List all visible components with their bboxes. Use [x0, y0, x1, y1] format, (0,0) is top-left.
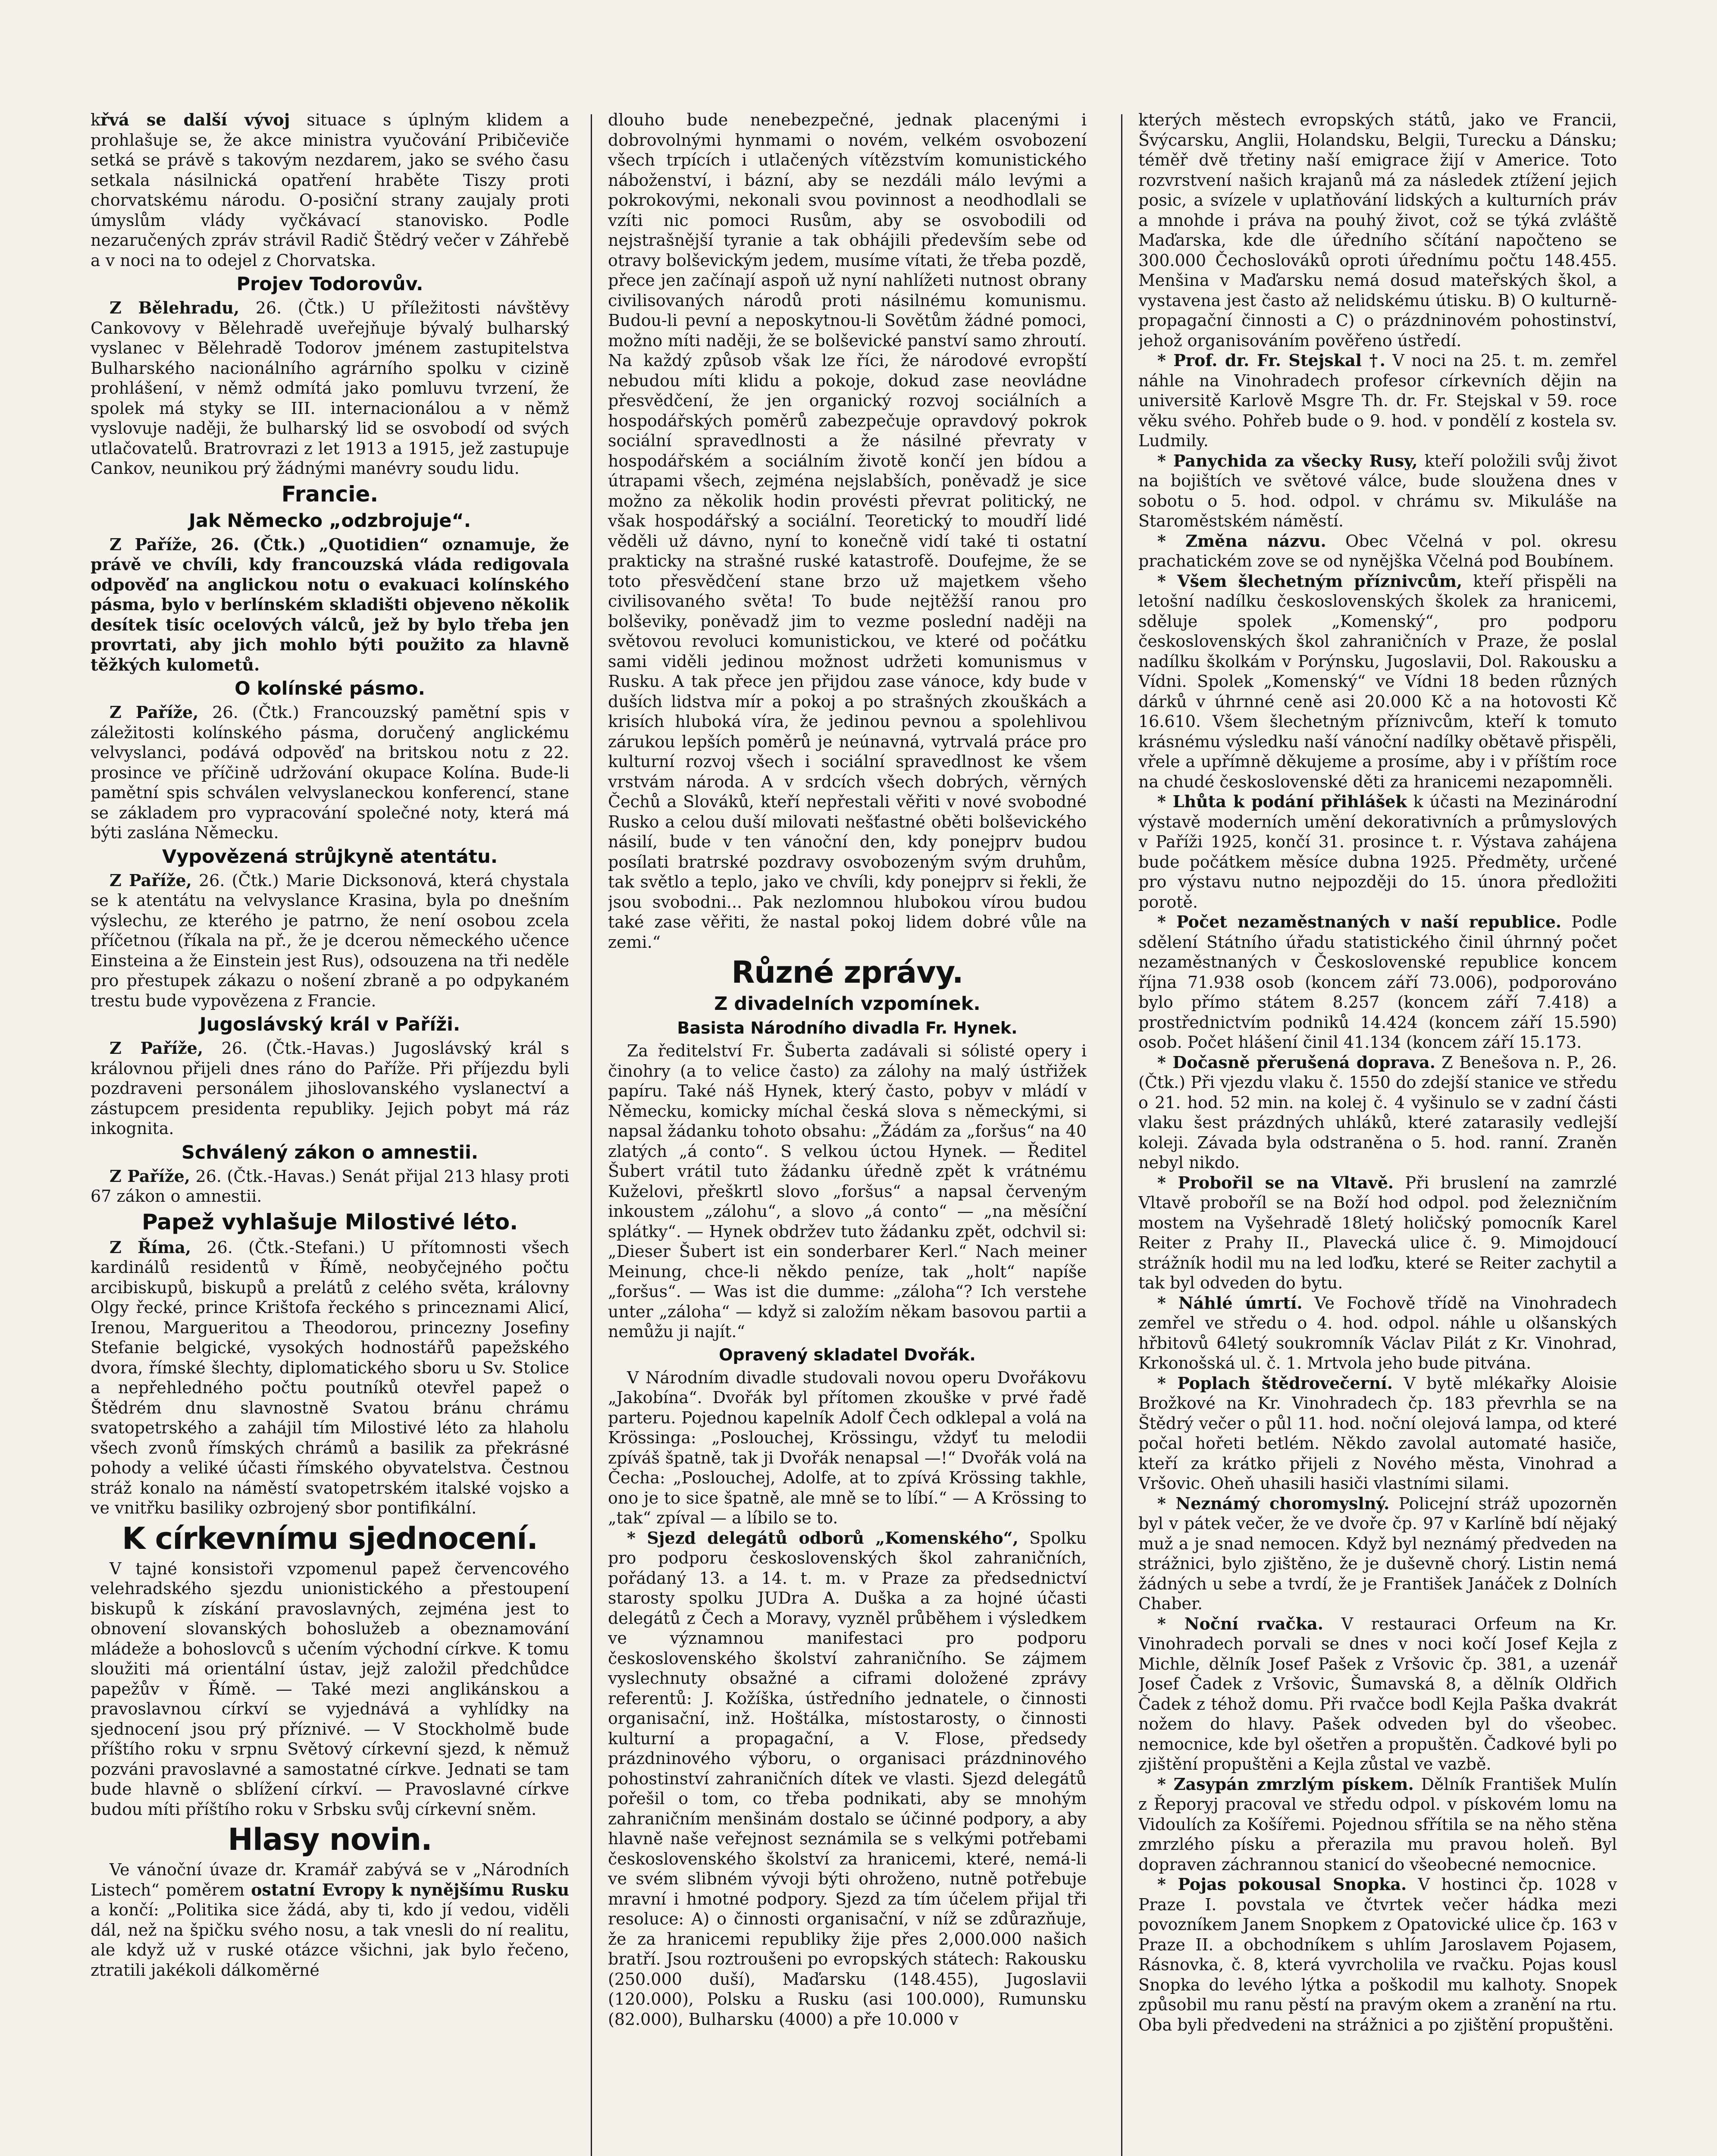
- article-paragraph: * Dočasně přerušená doprava. Z Benešova n. P., 26. (Čtk.) Při vjezdu vlaku č. 1550 do zdejší stanice ve středu o 21. hod. 52 min. na kolej č. 4 vyšinulo se v zadní části vlaku šest prázdných uhláků, které zatarasily vedlejší koleji. Závada byla odstraněna o 5. hod. ranní. Zraněn nebyl nikdo.: [1138, 1052, 1617, 1172]
- article-paragraph: Za ředitelství Fr. Šuberta zadávali si sólisté opery i činohry (a to velice často) za zálohy na malý ústřižek papíru. Také náš Hynek, který často, pobyv v mládí v Německu, komicky míchal česká slova s německými, si napsal žádanku tohoto obsahu: „Žádám za „foršus“ na 40 zlatých „á conto“. S velkou úctou Hynek. — Ředitel Šubert vrátil tuto žádanku úředně zpět k vrátnému Kuželovi, přeškrtl slovo „foršus“ a napsal červeným inkoustem „zálohu“, a slovo „á conto“ — „na měsíční splátky“. — Hynek obdržev tuto žádanku zpět, odchvil si: „Dieser Šubert ist ein sonderbarer Kerl.“ Nach meiner Meinung, chce-li někdo peníze, tak „holt“ napíše „foršus“. — Was ist die dumme: „záloha“? Ich verstehe unter „záloha“ — když si založím někam basovou partii a nemůžu ji najít.“: [608, 1041, 1087, 1341]
- article-paragraph: * Náhlé úmrtí. Ve Fochově třídě na Vinohradech zemřel ve středu o 4. hod. odpol. náhle u olšanských hřbitovů 64letý soukromník Václav Pilát z Kr. Vinohrad, Krkonošská ul. č. 1. Mrtvola jeho bude pitvána.: [1138, 1293, 1617, 1373]
- article-paragraph: Z Paříže, 26. (Čtk.-Havas.) Senát přijal 213 hlasy proti 67 zákon o amnestii.: [91, 1166, 569, 1206]
- section-heading: Různé zprávy.: [731, 955, 963, 990]
- article-subheading: Projev Todorovův.: [236, 273, 423, 295]
- article-paragraph: * Probořil se na Vltavě. Při bruslení na zamrzlé Vltavě proboříl se na Boží hod odpol. pod železničním mostem na Vyšehradě 18letý holičský pomocník Karel Reiter z Prahy II., Plavecká ulice č. 9. Mimojdoucí strážník hodil mu na led loďku, které se Reiter zachytil a tak byl odveden do bytu.: [1138, 1172, 1617, 1292]
- article-subheading: Vypovězená strůjkyně atentátu.: [162, 846, 498, 868]
- article-paragraph: V tajné konsistoři vzpomenul papež červencového velehradského sjezdu unionistického a přestoupení biskupů k získání pravoslavných, zejména jest to obnovení slovanských bohoslužeb a obeznamování mládeže a bohoslovců s učením východní církve. K tomu sloužiti má orientální ústav, jejž založil předchůdce papežův v Římě. — Také mezi anglikánskou a pravoslavnou církví se vyjednává a vyhlídky na sjednocení jsou prý příznivé. — V Stockholmě bude příštího roku v srpnu Světový církevní sjezd, k němuž pozváni pravoslavné a samostatné církve. Jednati se tam bude hlavně o sblížení církví. — Pravoslavné církve budou míti příštího roku v Srbsku svůj církevní sněm.: [91, 1559, 569, 1819]
- article-paragraph: * Panychida za všecky Rusy, kteří položili svůj život na bojištích ve světové válce, bude sloužena dnes v sobotu o 5. hod. odpol. v chrámu sv. Mikuláše na Staroměstském náměstí.: [1138, 451, 1617, 530]
- column-1: [91, 110, 569, 2156]
- article-subheading: Basista Národního divadla Fr. Hynek.: [677, 1018, 1018, 1037]
- article-heading: Francie.: [281, 481, 379, 507]
- article-paragraph: * Lhůta k podání přihlášek k účasti na Mezinárodní výstavě moderních umění dekorativních a průmyslových v Paříži 1925, končí 31. prosince t. r. Výstava zahájena bude počátkem měsíce dubna 1925. Předměty, určené pro výstavu nutno nejpozději do 15. února předložiti porotě.: [1138, 792, 1617, 912]
- article-paragraph: * Zasypán zmrzlým pískem. Dělník František Mulín z Řeporyj pracoval ve středu odpol. v pískovém lomu na Vidoulích za Košířemi. Pojednou sfřítila se na něho stěna zmrzlého písku a přerazila mu pravou holeň. Byl dopraven záchrannou stanicí do všeobecné nemocnice.: [1138, 1774, 1617, 1874]
- article-paragraph: * Pojas pokousal Snopka. V hostinci čp. 1028 v Praze I. povstala ve čtvrtek večer hádka mezi povozníkem Janem Snopkem z Opatovické ulice čp. 163 v Praze II. a obchodníkem s uhlím Jaroslavem Pojasem, Rásnovka, č. 8, která vyvrcholila ve rvačku. Pojas kousl Snopka do levého lýtka a poškodil mu kalhoty. Snopek způsobil mu ranu pěstí na pravým okem a zranění na rtu. Oba byli předvedeni na strážnici a po zjištění propuštěni.: [1138, 1874, 1617, 2034]
- article-paragraph: * Sjezd delegátů odborů „Komenského“, Spolku pro podporu československých škol zahraničních, pořádaný 13. a 14. t. m. v Praze za předsednictví starosty spolku JUDra A. Duška a za hojné účasti delegátů z Čech a Moravy, vyzněl průběhem i výsledkem ve významnou manifestaci pro podporu československého školství zahraničního. Se zájmem vyslechnuty obsažné a ciframi doložené zprávy referentů: J. Kožíška, ústředního jednatele, o činnosti organisační, inž. Hoštálka, místostarosty, o činnosti kulturní a propagační, a V. Flose, předsedy prázdninového výboru, o organisaci prázdninového pohostinství zahraničních dítek ve vlasti. Sjezd delegátů pořešil o tom, co třeba podnikati, aby se mnohým zahraničním menšinám dostalo se účinné podpory, a aby hlavně naše veřejnost seznámila se s velkými potřebami československého školství za hranicemi, které, nemá-li ve svém slibném vývoji býti ohroženo, nutně potřebuje mravní i hmotné podpory. Sjezd za tím účelem přijal tři resoluce: A) o činnosti organisační, v níž se zdůrazňuje, že za hranicemi republiky žije přes 2,000.000 našich bratří. Jsou roztroušeni po evropských státech: Rakousku (250.000 duší), Maďarsku (148.455), Jugoslavii (120.000), Polsku a Rusku (asi 100.000), Rumunsku (82.000), Bulharsku (4000) a pře 10.000 v: [608, 1528, 1087, 2029]
- article-paragraph: Z Paříže, 26. (Čtk.-Havas.) Jugoslávský král s královnou přijeli dnes ráno do Paříže. Při příjezdu byli pozdraveni personálem jihoslovanského vyslanectví a zástupcem presidenta republiky. Jejich pobyt má ráz inkognita.: [91, 1038, 569, 1138]
- article-paragraph: Z Paříže, 26. (Čtk.) „Quotidien“ oznamuje, že právě ve chvíli, kdy francouzská vláda redigovala odpověď na anglickou notu o evakuaci kolínského pásma, bylo v berlínském skladišti objeveno několik desítek tisíc ocelových válců, jež by bylo třeba jen provrtati, aby jich mohlo býti použito za hlavně těžkých kulometů.: [91, 534, 569, 674]
- article-subheading: Opravený skladatel Dvořák.: [719, 1345, 976, 1364]
- article-subheading: Schválený zákon o amnestii.: [181, 1141, 479, 1163]
- article-paragraph: Z Říma, 26. (Čtk.-Stefani.) U přítomnosti všech kardinálů residentů v Římě, neobyčejného počtu arcibiskupů, biskupů a prelátů z celého světa, královny Olgy řecké, prince Krištofa řeckého s princeznami Alicí, Irenou, Margueritou a Theodorou, princezny Josefiny Stefanie belgické, vysokých hodnostářů papežského dvora, římské šlechty, diplomatického sboru u Sv. Stolice a nepřehledného počtu poutníků otevřel papež o Štědrém dnu slavnostně Svatou bránu chrámu svatopetrského a zahájil tím Milostivé léto za hlaholu všech zvonů římských chrámů a basilik za překrásné pohody a veliké účasti římského obyvatelstva. Čestnou stráž konalo na náměstí svatopetrském italské vojsko a ve vnitřku basiliky ozbrojený sbor pontifikální.: [91, 1237, 569, 1517]
- article-paragraph: Ve vánoční úvaze dr. Kramář zabývá se v „Národních Listech“ poměrem ostatní Evropy k nynějšímu Rusku a končí: „Politika sice žádá, aby ti, kdo jí vedou, viděli dál, než na špičku svého nosu, a tak vnesli do ní realitu, ale když už v ruské otázce všichni, jak bylo řečeno, ztratili jakékoli dálkoměrné: [91, 1860, 569, 1980]
- article-paragraph: dlouho bude nenebezpečné, jednak placenými i dobrovolnými hynmami o novém, velkém osvobození všech trpících i utlačených vítězstvím komunistického náboženství, i bázní, aby se nezdáli málo levými a pokrokovými, nekonali svou povinnost a neodhodlali se vzíti nic pomoci Rusům, aby se osvobodili od nejstrašnější tyranie a tak obhájili především sebe od otravy bolševickým jedem, musíme vítati, že třeba pozdě, přece jen začínají aspoň už nyní nahlížeti nutnost obrany civilisovaných národů proti násilnému komunismu. Budou-li pevní a neposkytnou-li Sovětům žádné pomoci, možno míti naději, že se bolševické panství samo zhroutí. Na každý způsob však lze říci, že národové evropští nebudou míti klidu a pokoje, dokud zase neovládne přesvědčení, že jen organický rozvoj sociálních a hospodářských poměrů zabezpečuje opravdový pokrok sociální spravedlnosti a že násilné převraty v hospodářském a sociálním životě končí jen bídou a útrapami všech, zejména nejslabších, poněvadž je sice možno za několik hodin provésti převrat politický, ne však hospodářský a sociální. Teoretický to moudří lidé věděli už dávno, nyní to konečně vidí také ti ostatní prakticky na strašné ruské katastrofě. Doufejme, že se toto přesvědčení stane brzo už majetkem všeho civilisovaného světa! To bude nejtěžší ranou pro bolševiky, poněvadž jim to vezme poslední naději na světovou revoluci komunistickou, ve které od počátku sami viděli jedinou možnost udržeti komunismus v Rusku. A tak přece jen přijdou zase vánoce, kdy bude v duších lidstva mír a pokoj a po strašných zkouškách a krisích hluboká víra, že jedinou pevnou a spolehlivou zárukou lepších poměrů je neúnavná, vytrvalá práce pro kulturní rozvoj všech i sociální spravedlnost ke všem vrstvám národa. A v srdcích všech dobrých, věrných Čechů a Slováků, kteří nepřestali věřiti v nové svobodné Rusko a celou duší milovati nešťastné oběti bolševického násilí, bude v ten vánoční den, kdy ponejprv budou posílati bratrské pozdravy osvobozeným svým druhům, tak světlo a teplo, jako ve chvíli, kdy ponejprv si řekli, že jsou svobodni... Pak nezlomnou hlubokou vírou budou také zase věřiti, že nastal pokoj lidem dobré vůle na zemi.“: [608, 110, 1087, 952]
- article-subheading: Z divadelních vzpomínek.: [714, 993, 981, 1015]
- article-paragraph: * Poplach štědrovečerní. V bytě mlékařky Aloisie Brožkové na Kr. Vinohradech čp. 183 převrhla se na Štědrý večer o půl 11. hod. noční olejová lampa, od které počal hořeti betlém. Někdo zavolal automaté hasiče, kteří za krátko přijeli z Nového města, Vinohrad a Vršovic. Oheň uhasili hasiči vlastními silami.: [1138, 1373, 1617, 1493]
- article-heading: Papež vyhlašuje Milostivé léto.: [141, 1209, 518, 1235]
- article-paragraph: V Národním divadle studovali novou operu Dvořákovu „Jakobína“. Dvořák byl přítomen zkouške v prvé řadě parteru. Pojednou kapelník Adolf Čech odklepal a volá na Krössinga: „Poslouchej, Krössingu, vždyť tu melodii zpíváš špatně, tak ji Dvořák nenapsal —!“ Dvořák volá na Čecha: „Poslouchej, Adolfe, at to zpívá Krössing takhle, ono je to sice špatně, ale mně se to líbí.“ — A Krössing to „tak“ zpíval — a líbilo se to.: [608, 1368, 1087, 1527]
- article-subheading: O kolínské pásmo.: [235, 678, 425, 699]
- article-paragraph: křvá se další vývoj situace s úplným klidem a prohlašuje se, že akce ministra vyučování Pribičeviče setká se právě s takovým nezdarem, jako se svého času setkala násilnická opatření hraběte Tiszy proti chorvatskému národu. O-posiční strany zaujaly proti úmyslům vlády vyčkávací stanovisko. Podle nezaručených zpráv strávil Radič Štědrý večer v Záhřebě a v noci na to odejel z Chorvatska.: [91, 110, 569, 270]
- column-2: [608, 110, 1087, 2156]
- column-rule: [591, 114, 592, 2156]
- column-3: [1138, 110, 1617, 2156]
- section-heading: K církevnímu sjednocení.: [122, 1520, 538, 1556]
- article-paragraph: * Noční rvačka. V restauraci Orfeum na Kr. Vinohradech porvali se dnes v noci kočí Josef Kejla z Michle, dělník Josef Pašek z Vršovic čp. 381, a uzenář Josef Čadek z Vršovic, Šumavská 8, a dělník Oldřich Čadek z téhož domu. Při rvačce bodl Kejla Paška dvakrát nožem do hlavy. Pašek odveden byl do všeobec. nemocnice, kde byl ošetřen a propuštěn. Čadkové byli po zjištění propuštěni a Kejla zůstal ve vazbě.: [1138, 1614, 1617, 1774]
- article-paragraph: Z Paříže, 26. (Čtk.) Marie Dicksonová, která chystala se k atentátu na velvyslance Krasina, byla po dnešním výslechu, ze kterého je patrno, že není osobou zcela příčetnou (říkala na př., že je dcerou německého učence Einsteina a že Einstein jest Rus), odsouzena na tři neděle pro přestupek zákazu o nošení zbraně a po odpykaném trestu bude vypovězena z Francie.: [91, 870, 569, 1010]
- article-paragraph: kterých městech evropských států, jako ve Francii, Švýcarsku, Anglii, Holandsku, Belgii, Turecku a Dánsku; téměř dvě třetiny naší emigrace žijí v Americe. Toto rozvrstvení našich krajanů má za následek ztížení jejich posic, a svízele v uplatňování lidských a kulturních práv a mnohde i práva na pouhý život, což se týká zvláště Maďarska, kde dle úředního sčítání napočteno se 300.000 Čechoslováků oproti úřednímu počtu 148.455. Menšina v Maďarsku nemá dosud mateřských škol, a vystavena jest často až nelidskému útisku. B) O kulturně-propagační činnosti a C) o prázdninovém pohostinství, jehož organisováním pověřeno ústředí.: [1138, 110, 1617, 350]
- section-heading: Hlasy novin.: [228, 1822, 432, 1857]
- article-paragraph: * Prof. dr. Fr. Stejskal †. V noci na 25. t. m. zemřel náhle na Vinohradech profesor církevních dějin na universitě Karlově Msgre Th. dr. Fr. Stejskal v 59. roce věku svého. Pohřeb bude o 9. hod. v pondělí z kostela sv. Ludmily.: [1138, 351, 1617, 450]
- article-paragraph: * Všem šlechetným příznivcům, kteří přispěli na letošní nadílku československých školek za hranicemi, sděluje spolek „Komenský“, pro podporu československých škol zahraničních v Praze, že poslal nadílku školkám v Porýnsku, Jugoslavii, Dol. Rakousku a Vídni. Spolek „Komenský“ ve Vídni 18 beden různých dárků v úhrnné ceně asi 20.000 Kč a na hotovosti Kč 16.610. Všem šlechetným příznivcům, kteří k tomuto krásnému výsledku naší vánoční nadílky obětavě přispěli, vřele a upřímně děkujeme a prosíme, aby i v příštím roce na chudé československé děti za hranicemi nezapomněli.: [1138, 571, 1617, 791]
- article-paragraph: Z Bělehradu, 26. (Čtk.) U příležitosti návštěvy Cankovovy v Bělehradě uveřejňuje bývalý bulharský vyslanec v Bělehradě Todorov jménem zastupitelstva Bulharského nacionálního agrárního spolku v cizině prohlášení, v němž odmítá jako pomluvu tvrzení, že spolek má styky se III. internacionálou a v němž vyslovuje naději, že bulharský lid se osvobodí od svých utlačovatelů. Bratrovrazi z let 1913 a 1915, jež zastupuje Cankov, neunikou prý žádnými manévry soudu lidu.: [91, 298, 569, 478]
- article-paragraph: Z Paříže, 26. (Čtk.) Francouzský pamětní spis v záležitosti kolínského pásma, doručený anglickému velvyslanci, podává odpověď na britskou notu z 22. prosince ve příčině udržování okupace Kolína. Bude-li pamětní spis schválen velvyslaneckou konferencí, stane se základem pro vypracování společné noty, která má býti zaslána Německu.: [91, 702, 569, 842]
- article-paragraph: * Počet nezaměstnaných v naší republice. Podle sdělení Státního úřadu statistického činil úhrnný počet nezaměstnaných v Československé republice koncem října 71.938 osob (koncem září 73.006), podporováno bylo přímo státem 8.257 (koncem září 7.418) a prostřednictvím podniků 14.424 (koncem září 15.590) osob. Počet hlášení činil 41.134 (koncem září 15.173.: [1138, 912, 1617, 1052]
- article-paragraph: * Neznámý choromyslný. Policejní stráž upozorněn byl v pátek večer, že ve dvoře čp. 97 v Karlíně bdí nějaký muž a je snad nemocen. Když byl neznámý předveden na strážnici, bylo zjištěno, že je duševně chorý. Listin nemá žádných u sebe a tvrdí, že je František Janáček z Dolních Chaber.: [1138, 1493, 1617, 1613]
- newspaper-page: [91, 110, 1626, 2156]
- article-subheading: Jak Německo „odzbrojuje“.: [188, 510, 471, 532]
- article-paragraph: * Změna názvu. Obec Včelná v pol. okresu prachatickém zove se od nynějška Včelná pod Boubínem.: [1138, 531, 1617, 570]
- column-rule: [1121, 114, 1122, 2156]
- article-subheading: Jugoslávský král v Paříži.: [199, 1014, 461, 1035]
